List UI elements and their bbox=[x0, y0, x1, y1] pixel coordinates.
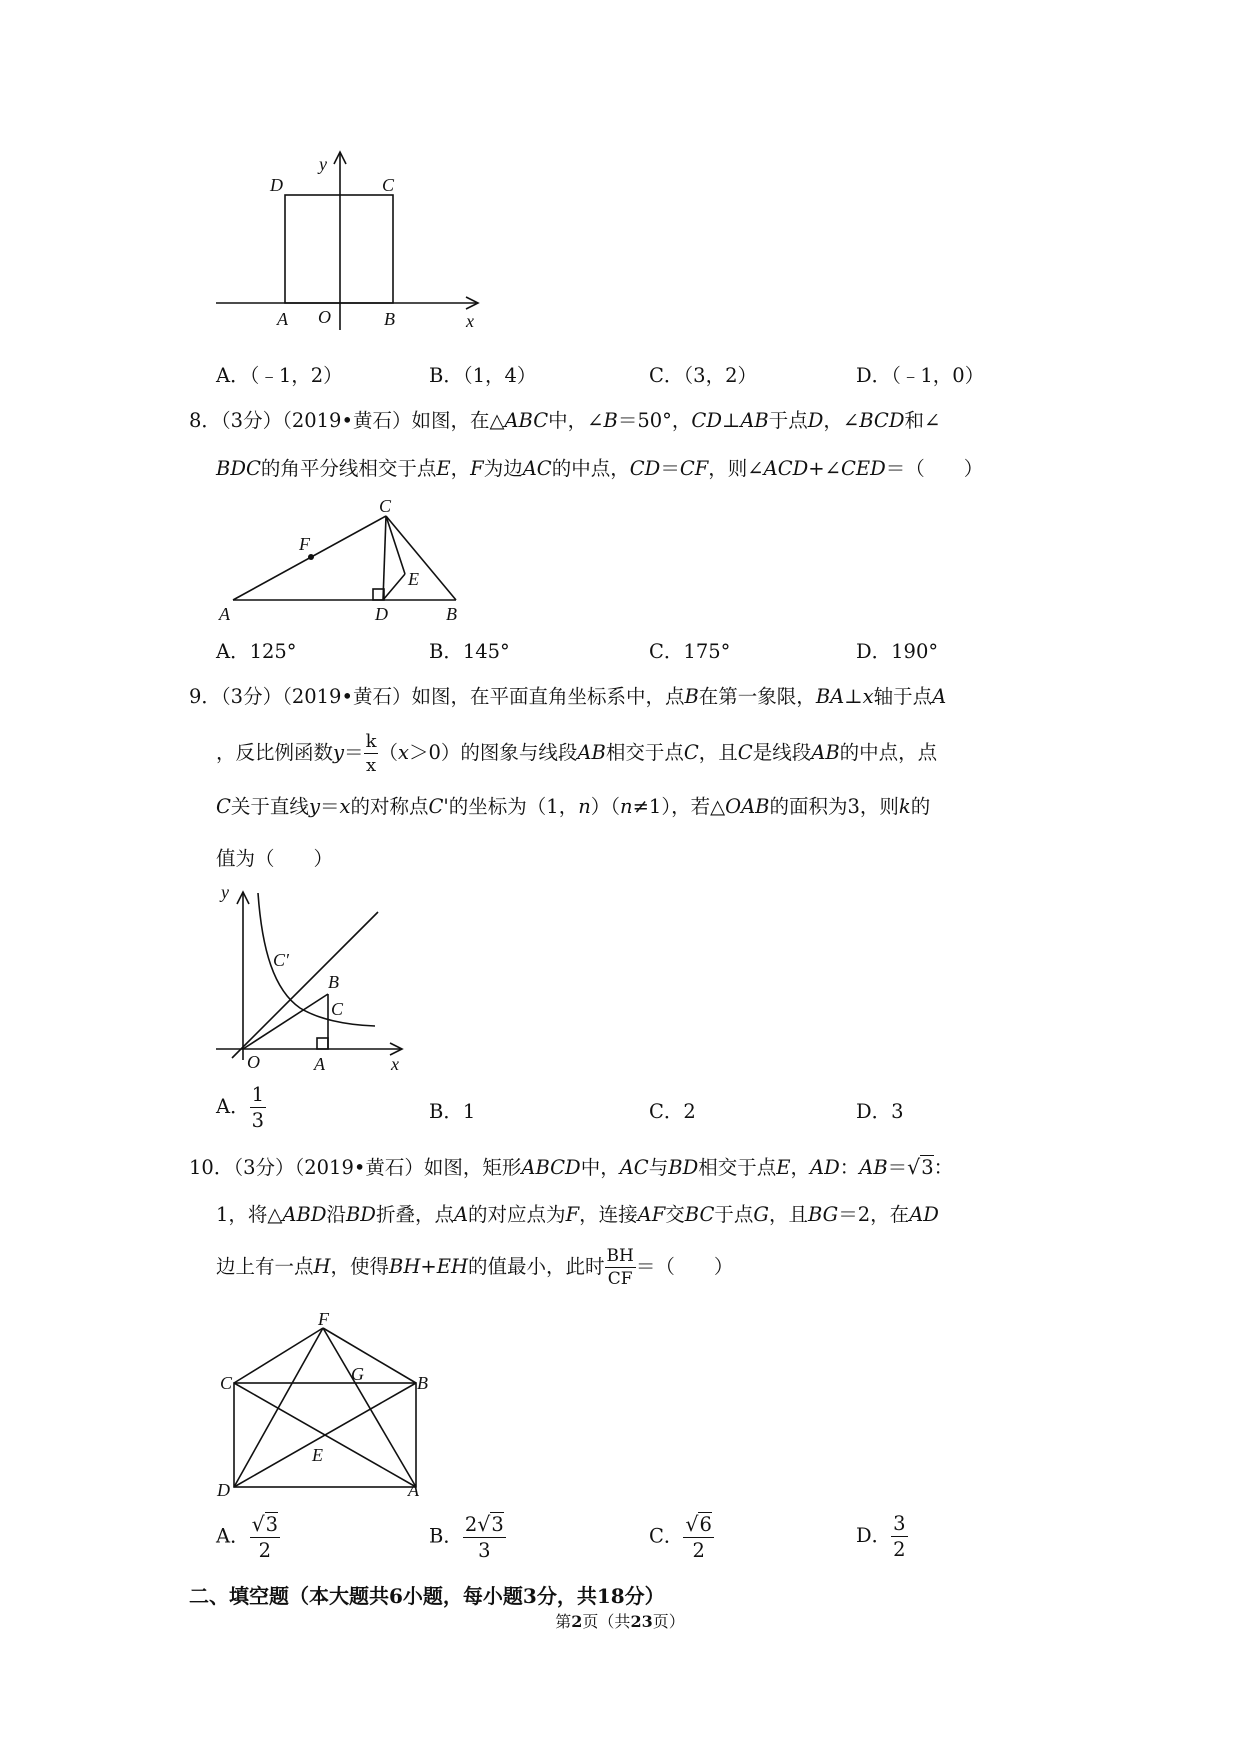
q10-label-g: G bbox=[351, 1364, 364, 1384]
q10-option-d[interactable] bbox=[856, 1514, 908, 1559]
q10-text: ，连接 bbox=[579, 1203, 638, 1226]
sqrt-icon: √ bbox=[477, 1512, 491, 1536]
q10-text: F bbox=[565, 1203, 580, 1226]
footer-total-pages: 23 bbox=[630, 1612, 653, 1631]
q10-text: 相交于点 bbox=[698, 1156, 777, 1179]
q10-option-b-prefix: B． bbox=[429, 1524, 463, 1548]
q10-option-a-denominator: 2 bbox=[258, 1538, 272, 1562]
q9-option-a[interactable] bbox=[216, 1082, 266, 1132]
q9-label-y: y bbox=[221, 882, 229, 902]
q10-option-b-coef: 2 bbox=[464, 1513, 478, 1536]
q10-text: + bbox=[420, 1255, 437, 1278]
q10-text: AD bbox=[810, 1156, 840, 1179]
q10-option-b-radicand: 3 bbox=[491, 1513, 504, 1536]
q9-option-a-fraction bbox=[250, 1085, 266, 1130]
q10-stem-line2 bbox=[216, 1202, 939, 1228]
q10-option-c-numerator bbox=[683, 1514, 713, 1538]
q10-option-d-fraction bbox=[891, 1514, 907, 1559]
q8-text: ， bbox=[450, 457, 471, 480]
q8-text: AB bbox=[740, 409, 769, 432]
q9-stem-line3 bbox=[216, 794, 930, 820]
sqrt-icon: √ bbox=[251, 1512, 265, 1536]
q10-option-a-radicand: 3 bbox=[265, 1513, 279, 1536]
q10-text: BD bbox=[668, 1156, 699, 1179]
q10-label-c: C bbox=[220, 1373, 233, 1393]
q8-stem-line1 bbox=[189, 408, 940, 434]
q7-rectangle-abcd bbox=[285, 195, 393, 303]
q10-text: ： bbox=[933, 1156, 954, 1179]
q9-text: ，且 bbox=[698, 741, 738, 764]
q9-text: BA bbox=[815, 685, 845, 708]
q9-label-c: C bbox=[331, 999, 344, 1019]
q8-text: CF bbox=[679, 457, 709, 480]
q8-text: D bbox=[807, 409, 824, 432]
q8-text: 为边 bbox=[483, 457, 523, 480]
q10-text: BG bbox=[807, 1203, 839, 1226]
q8-text: CED bbox=[840, 457, 886, 480]
q10-label-e: E bbox=[312, 1445, 323, 1465]
q10-text: ， bbox=[790, 1156, 810, 1179]
sqrt-icon: √ bbox=[685, 1512, 699, 1536]
q10-option-d-prefix: D． bbox=[856, 1524, 892, 1547]
q10-text: 与 bbox=[648, 1156, 669, 1179]
q8-text: +∠ bbox=[808, 457, 841, 480]
q7-label-o: O bbox=[318, 307, 331, 327]
q8-label-c: C bbox=[379, 496, 392, 516]
q10-text: ，且 bbox=[768, 1203, 808, 1226]
q9-label-x: x bbox=[391, 1054, 399, 1074]
q10-option-b[interactable] bbox=[429, 1514, 506, 1560]
q10-text: 的值最小，此时 bbox=[467, 1255, 605, 1278]
q10-option-c-denominator: 2 bbox=[692, 1538, 705, 1562]
q8-text: ACD bbox=[763, 457, 809, 480]
q10-text: AB bbox=[859, 1156, 888, 1179]
q10-label-b: B bbox=[417, 1373, 428, 1393]
q8-text: 的中点， bbox=[551, 457, 630, 480]
q7-label-x: x bbox=[466, 311, 474, 331]
q9-text: C bbox=[216, 795, 231, 818]
footer-text: 第 bbox=[555, 1612, 572, 1631]
q10-text: 边上有一点 bbox=[216, 1255, 314, 1278]
q10-text: ＝（ ） bbox=[635, 1255, 734, 1278]
q10-frac-denominator: CF bbox=[607, 1268, 633, 1289]
q9-text: 的坐标为（1， bbox=[448, 795, 579, 818]
q10-text: 交 bbox=[665, 1203, 685, 1226]
q8-text: F bbox=[470, 457, 484, 480]
q10-text: ，使得 bbox=[330, 1255, 390, 1278]
q9-text: 轴于点 bbox=[873, 685, 933, 708]
q8-label-d: D bbox=[375, 604, 388, 624]
q9-option-a-prefix: A． bbox=[216, 1095, 250, 1118]
section-heading: 二、填空题（本大题共6小题，每小题3分，共18分） bbox=[189, 1584, 665, 1608]
q10-text: 的对应点为 bbox=[468, 1203, 566, 1226]
q9-text: ≠1），若△ bbox=[632, 795, 726, 818]
q8-label-b: B bbox=[446, 604, 457, 624]
q9-text: x bbox=[398, 741, 409, 764]
q9-text: ⊥ bbox=[844, 685, 863, 708]
q7-option-a[interactable]: A．（﹣1，2） bbox=[216, 364, 343, 387]
q9-frac-denominator: x bbox=[365, 754, 377, 776]
q8-label-a: A bbox=[219, 604, 230, 624]
q10-text: ＝ bbox=[887, 1156, 908, 1179]
q9-text: y bbox=[333, 741, 345, 764]
q9-label-b: B bbox=[328, 972, 339, 992]
q7-label-a: A bbox=[277, 309, 288, 329]
q8-option-d[interactable]: D．190° bbox=[856, 640, 939, 663]
q9-stem-line1 bbox=[189, 684, 946, 710]
q9-text: 的面积为3，则 bbox=[769, 795, 899, 818]
q7-label-b: B bbox=[384, 309, 395, 329]
q9-text: 相交于点 bbox=[605, 741, 684, 764]
q9-text: ＝ bbox=[319, 795, 340, 818]
q10-text: ： bbox=[839, 1156, 860, 1179]
q7-option-b[interactable]: B．（1，4） bbox=[429, 364, 537, 387]
q8-text: ，∠ bbox=[823, 409, 860, 432]
q8-text: BCD bbox=[859, 409, 905, 432]
q7-option-d[interactable]: D．（﹣1，0） bbox=[856, 364, 985, 387]
q10-option-a-prefix: A． bbox=[216, 1524, 250, 1548]
q9-text: n bbox=[620, 795, 633, 818]
q10-text: G bbox=[753, 1203, 769, 1226]
q8-text: CD bbox=[629, 457, 661, 480]
q9-option-c[interactable]: C．2 bbox=[649, 1100, 696, 1123]
q8-text: CD bbox=[691, 409, 722, 432]
q9-text: 的对称点 bbox=[350, 795, 429, 818]
q9-label-cprime: C′ bbox=[273, 950, 289, 970]
q9-fraction-k-over-x bbox=[364, 730, 379, 776]
q10-option-b-numerator bbox=[463, 1514, 506, 1538]
q9-lines bbox=[232, 893, 378, 1058]
q8-text: E bbox=[436, 457, 451, 480]
q9-text: x bbox=[339, 795, 351, 818]
q10-radicand: 3 bbox=[921, 1156, 934, 1179]
q10-stem-line1 bbox=[189, 1154, 953, 1181]
q10-text: AD bbox=[909, 1203, 939, 1226]
q9-option-d[interactable]: D．3 bbox=[856, 1100, 904, 1123]
q10-option-a-fraction bbox=[250, 1514, 280, 1560]
q9-text: B bbox=[684, 685, 699, 708]
q10-option-a-numerator bbox=[250, 1514, 280, 1538]
sqrt-icon: √ bbox=[907, 1155, 921, 1179]
q9-option-a-denominator: 3 bbox=[251, 1108, 265, 1132]
q9-axes bbox=[216, 892, 402, 1060]
footer-text: 页） bbox=[652, 1612, 685, 1631]
q10-option-b-denominator: 3 bbox=[478, 1538, 491, 1562]
q9-text: AB bbox=[811, 741, 840, 764]
q10-option-d-denominator: 2 bbox=[893, 1537, 906, 1561]
q9-text: y bbox=[308, 795, 320, 818]
q8-text: ⊥ bbox=[721, 409, 741, 432]
q8-label-f: F bbox=[299, 534, 310, 554]
q10-text: E bbox=[776, 1156, 791, 1179]
q9-text: C bbox=[737, 741, 753, 764]
q10-text: A bbox=[453, 1203, 469, 1226]
q9-text: 的中点，点 bbox=[839, 741, 938, 764]
q10-label-a: A bbox=[408, 1480, 419, 1500]
q8-text: BDC bbox=[216, 457, 261, 480]
q8-triangle bbox=[233, 516, 456, 600]
q9-text: k bbox=[898, 795, 911, 818]
q8-text: 的角平分线相交于点 bbox=[260, 457, 437, 480]
q8-text: ＝ bbox=[660, 457, 680, 480]
q10-text: ABD bbox=[282, 1203, 327, 1226]
q9-text: ＞0）的图象与线段 bbox=[409, 741, 578, 764]
q10-text: 折叠，点 bbox=[375, 1203, 454, 1226]
q9-text: 关于直线 bbox=[230, 795, 309, 818]
q9-label-o: O bbox=[247, 1052, 260, 1072]
q10-stem-line3 bbox=[216, 1240, 733, 1294]
q9-frac-numerator: k bbox=[365, 730, 377, 752]
q8-text: 和∠ bbox=[904, 409, 941, 432]
q10-text: BD bbox=[345, 1203, 376, 1226]
q9-text: 是线段 bbox=[752, 741, 812, 764]
q8-option-b[interactable]: B．145° bbox=[429, 640, 510, 663]
q7-option-c[interactable]: C．（3，2） bbox=[649, 364, 757, 387]
q8-text: ＝（ ） bbox=[885, 457, 984, 480]
q8-label-e: E bbox=[408, 569, 419, 589]
q9-text: C' bbox=[428, 795, 449, 818]
q10-option-d-numerator: 3 bbox=[893, 1512, 906, 1535]
q8-text: B bbox=[603, 409, 618, 432]
q8-text: ABC bbox=[504, 409, 549, 432]
q8-point-f bbox=[308, 554, 314, 560]
q9-text: 的 bbox=[910, 795, 931, 818]
q8-text: 于点 bbox=[768, 409, 808, 432]
page-footer bbox=[0, 1609, 1240, 1632]
q10-fraction-bh-over-cf bbox=[605, 1245, 636, 1289]
q10-text: BH bbox=[389, 1255, 421, 1278]
q7-label-c: C bbox=[382, 175, 395, 195]
q10-option-c-radicand: 6 bbox=[699, 1513, 712, 1536]
q9-stem-line4: 值为（ ） bbox=[216, 847, 334, 870]
q9-stem-line2 bbox=[216, 726, 937, 780]
q10-option-c-fraction bbox=[683, 1514, 713, 1560]
q9-text: ）（ bbox=[590, 795, 621, 818]
q9-text: n bbox=[578, 795, 591, 818]
q10-text: ABCD bbox=[521, 1156, 581, 1179]
q10-figure bbox=[234, 1328, 416, 1487]
q9-text: 在第一象限， bbox=[698, 685, 816, 708]
q9-text: AB bbox=[577, 741, 606, 764]
q9-text: OAB bbox=[725, 795, 770, 818]
q9-text: ＝ bbox=[344, 741, 364, 764]
q9-text: ，反比例函数 bbox=[216, 741, 334, 764]
q10-text: AC bbox=[619, 1156, 649, 1179]
q9-text: （ bbox=[378, 741, 398, 764]
q9-text: C bbox=[683, 741, 699, 764]
q9-text: 9．（3分）（2019•黄石）如图，在平面直角坐标系中，点 bbox=[189, 685, 685, 708]
q10-text: H bbox=[313, 1255, 331, 1278]
q10-option-b-fraction bbox=[463, 1514, 506, 1560]
q10-text: BC bbox=[684, 1203, 715, 1226]
q9-option-a-numerator: 1 bbox=[251, 1083, 265, 1106]
q10-text: 沿 bbox=[326, 1203, 346, 1226]
q10-text: 10．（3分）（2019•黄石）如图，矩形 bbox=[189, 1156, 522, 1179]
q9-option-b[interactable]: B．1 bbox=[429, 1100, 476, 1123]
q8-text: 中，∠ bbox=[548, 409, 604, 432]
q8-text: 8．（3分）（2019•黄石）如图，在△ bbox=[189, 409, 505, 432]
q10-label-f: F bbox=[318, 1309, 329, 1329]
q8-stem-line2 bbox=[216, 456, 983, 482]
q8-text: ＝50°， bbox=[617, 409, 692, 432]
q8-option-a[interactable]: A．125° bbox=[216, 640, 297, 663]
q7-label-d: D bbox=[270, 175, 283, 195]
q10-text: 中， bbox=[580, 1156, 620, 1179]
q10-frac-numerator: BH bbox=[606, 1245, 634, 1266]
q9-text: x bbox=[862, 685, 874, 708]
q10-option-c-prefix: C． bbox=[649, 1524, 684, 1548]
q7-label-y: y bbox=[319, 154, 327, 174]
q9-text: A bbox=[932, 685, 947, 708]
q10-text: EH bbox=[436, 1255, 468, 1278]
q8-text: AC bbox=[522, 457, 552, 480]
q10-text: 于点 bbox=[714, 1203, 754, 1226]
q10-label-d: D bbox=[217, 1480, 230, 1500]
q10-text: 1，将△ bbox=[216, 1203, 283, 1226]
q8-option-c[interactable]: C．175° bbox=[649, 640, 731, 663]
q10-text: AF bbox=[637, 1203, 666, 1226]
q9-label-a: A bbox=[314, 1054, 325, 1074]
q10-text: ＝2，在 bbox=[838, 1203, 910, 1226]
q8-text: ，则∠ bbox=[708, 457, 764, 480]
q10-option-c[interactable] bbox=[649, 1514, 714, 1560]
q10-option-a[interactable] bbox=[216, 1514, 280, 1560]
footer-text: 页（共 bbox=[582, 1612, 631, 1631]
footer-page-number: 2 bbox=[571, 1612, 583, 1631]
